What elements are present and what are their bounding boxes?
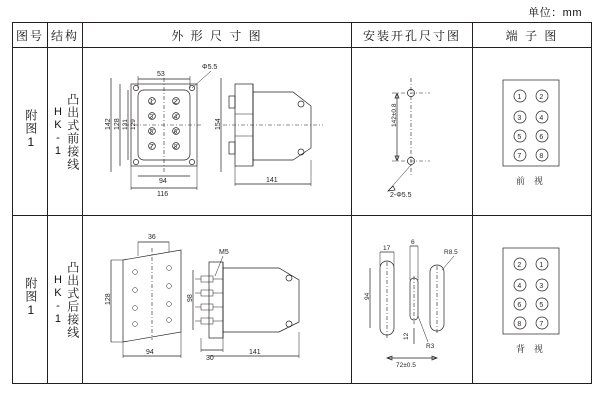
header-terminal: 端 子 图 <box>473 23 592 48</box>
svg-text:6: 6 <box>173 129 178 136</box>
svg-text:8: 8 <box>173 144 178 151</box>
svg-text:131: 131 <box>122 119 129 130</box>
svg-text:2: 2 <box>173 99 178 106</box>
svg-text:128: 128 <box>105 293 112 305</box>
svg-text:12: 12 <box>403 332 410 340</box>
row1-structure-model: HK-1 <box>51 105 64 158</box>
svg-text:1: 1 <box>517 94 522 101</box>
row2-outline-drawing <box>83 216 349 380</box>
row1-terminal-cell <box>473 48 592 216</box>
row2-fig-no: 附图1 <box>23 276 38 318</box>
svg-text:94: 94 <box>146 349 154 356</box>
svg-text:5: 5 <box>517 134 522 141</box>
svg-text:7: 7 <box>149 144 154 151</box>
table-header-row <box>13 23 592 48</box>
row1-fig-no: 附图1 <box>23 108 38 150</box>
svg-text:128: 128 <box>114 118 121 130</box>
svg-text:1: 1 <box>149 99 154 106</box>
row2-structure-text: 凸出式后接线 <box>65 260 80 339</box>
svg-text:4: 4 <box>517 283 522 290</box>
svg-text:154: 154 <box>215 118 222 130</box>
svg-text:17: 17 <box>383 245 391 252</box>
svg-text:129: 129 <box>130 119 137 130</box>
svg-text:2-Φ5.5: 2-Φ5.5 <box>390 192 412 199</box>
row2-structure-model: HK-1 <box>51 273 64 326</box>
svg-text:R8.5: R8.5 <box>444 249 458 256</box>
row2-mounting-cell <box>352 216 473 384</box>
row2-terminal-drawing <box>473 216 589 380</box>
svg-text:6: 6 <box>411 239 415 246</box>
svg-text:5: 5 <box>149 129 154 136</box>
svg-text:4: 4 <box>539 115 544 122</box>
svg-text:3: 3 <box>149 114 154 121</box>
svg-text:6: 6 <box>517 302 522 309</box>
row1-structure-text: 凸出式前接线 <box>65 92 80 171</box>
svg-text:2: 2 <box>517 262 522 269</box>
svg-text:30: 30 <box>206 355 214 362</box>
row2-outline-cell <box>83 216 352 384</box>
header-fig-no: 图号 <box>13 23 48 48</box>
svg-text:7: 7 <box>517 153 522 160</box>
svg-text:前 视: 前 视 <box>516 176 544 186</box>
header-mounting: 安装开孔尺寸图 <box>352 23 473 48</box>
svg-text:141: 141 <box>266 177 278 184</box>
table-row <box>13 216 592 384</box>
svg-text:8: 8 <box>517 321 522 328</box>
svg-text:142±0.8: 142±0.8 <box>391 103 398 127</box>
row2-terminal-cell <box>473 216 592 384</box>
svg-text:M5: M5 <box>219 249 229 256</box>
row1-mounting-cell <box>352 48 473 216</box>
row2-mounting-drawing <box>352 216 470 380</box>
row2-structure-cell <box>48 216 83 384</box>
svg-text:98: 98 <box>187 294 194 302</box>
row1-fig-no-cell <box>13 48 48 216</box>
svg-text:116: 116 <box>157 191 169 198</box>
row1-outline-cell <box>83 48 352 216</box>
row1-terminal-drawing <box>473 48 589 212</box>
table-row <box>13 48 592 216</box>
spec-table <box>12 22 592 384</box>
svg-text:94: 94 <box>159 178 167 185</box>
svg-text:5: 5 <box>539 302 544 309</box>
svg-text:72±0.5: 72±0.5 <box>396 362 416 369</box>
svg-text:8: 8 <box>539 153 544 160</box>
svg-text:6: 6 <box>539 134 544 141</box>
svg-text:3: 3 <box>517 115 522 122</box>
row2-fig-no-cell <box>13 216 48 384</box>
svg-text:36: 36 <box>148 234 156 241</box>
svg-text:142: 142 <box>105 118 112 130</box>
svg-text:背 视: 背 视 <box>516 344 544 354</box>
unit-note: 单位：mm <box>528 7 582 19</box>
svg-text:Φ5.5: Φ5.5 <box>202 64 218 71</box>
row1-outline-drawing <box>83 48 349 212</box>
svg-text:2: 2 <box>539 94 544 101</box>
svg-text:R3: R3 <box>426 343 435 350</box>
svg-text:53: 53 <box>157 71 165 78</box>
svg-text:7: 7 <box>539 321 544 328</box>
row1-mounting-drawing <box>352 48 470 212</box>
svg-text:3: 3 <box>539 283 544 290</box>
svg-text:94: 94 <box>364 292 371 300</box>
svg-text:1: 1 <box>539 262 544 269</box>
row1-structure-cell <box>48 48 83 216</box>
svg-text:4: 4 <box>173 114 178 121</box>
header-structure: 结构 <box>48 23 83 48</box>
header-outline: 外 形 尺 寸 图 <box>83 23 352 48</box>
svg-text:141: 141 <box>249 349 261 356</box>
